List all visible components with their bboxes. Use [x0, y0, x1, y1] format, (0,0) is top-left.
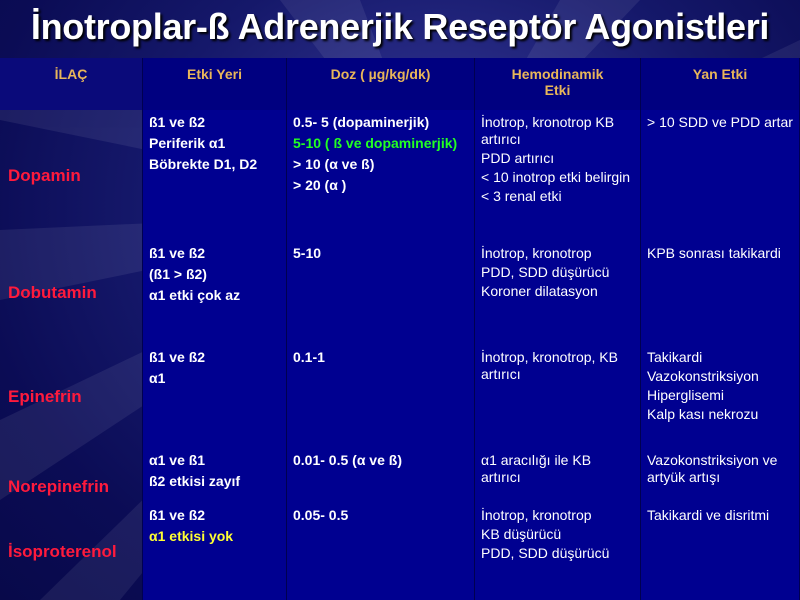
drug-table [0, 58, 800, 600]
header-site: Etki Yeri [143, 58, 287, 110]
hemo-line: KB düşürücü [481, 526, 562, 542]
site-line: ß1 ve ß2 [149, 245, 206, 261]
header-drug: İLAÇ [0, 58, 143, 110]
header-dose: Doz ( µg/kg/dk) [287, 58, 475, 110]
dose-line: 0.01- 0.5 (α ve ß) [293, 452, 402, 468]
site-line: ß1 ve ß2 [149, 349, 206, 365]
dose-cell-dopamin [287, 110, 475, 241]
site-line: (ß1 > ß2) [149, 266, 207, 282]
side-line: Hiperglisemi [647, 387, 725, 403]
hemo-line: PDD artırıcı [481, 150, 555, 166]
drug-name-norepinefrin: Norepinefrin [0, 448, 143, 503]
side-cell-epinefrin [641, 345, 800, 448]
hemo-line: PDD, SDD düşürücü [481, 264, 610, 280]
hemo-line: İnotrop, kronotrop [481, 245, 592, 261]
site-cell-isoproterenol [143, 503, 287, 600]
site-line: α1 etki çok az [149, 287, 241, 303]
dose-line: 0.1-1 [293, 349, 325, 365]
site-cell-dopamin [143, 110, 287, 241]
site-cell-norepinefrin [143, 448, 287, 503]
hemo-line: İnotrop, kronotrop [481, 507, 592, 523]
side-line: Vazokonstriksiyon ve artyük artışı [647, 452, 778, 485]
hemo-line: İnotrop, kronotrop, KB artırıcı [481, 349, 618, 382]
site-line: Periferik α1 [149, 135, 226, 151]
drug-name-dopamin: Dopamin [0, 110, 143, 241]
hemo-line: < 3 renal etki [481, 188, 562, 204]
dose-line: 0.5- 5 (dopaminerjik) [293, 114, 430, 130]
hemo-line: < 10 inotrop etki belirgin [481, 169, 631, 185]
hemo-line: Koroner dilatasyon [481, 283, 598, 299]
header-hemodynamic [475, 58, 641, 110]
side-line: Takikardi [647, 349, 703, 365]
dose-cell-epinefrin [287, 345, 475, 448]
side-cell-dobutamin [641, 241, 800, 345]
site-line: ß2 etkisi zayıf [149, 473, 241, 489]
site-line: ß1 ve ß2 [149, 507, 206, 523]
hemo-line: α1 aracılığı ile KB artırıcı [481, 452, 592, 485]
dose-cell-isoproterenol [287, 503, 475, 600]
header-hemodynamic-text: Hemodinamik Etki [511, 66, 604, 98]
site-line: α1 ve ß1 [149, 452, 206, 468]
side-line: KPB sonrası takikardi [647, 245, 781, 261]
drug-name-isoproterenol: İsoproterenol [0, 503, 143, 600]
dose-cell-norepinefrin [287, 448, 475, 503]
dose-line: > 20 (α ) [293, 177, 347, 193]
hemo-cell-isoproterenol [475, 503, 641, 600]
side-cell-isoproterenol [641, 503, 800, 600]
hemo-cell-dopamin [475, 110, 641, 241]
side-line: Vazokonstriksiyon [647, 368, 759, 384]
drug-name-dobutamin: Dobutamin [0, 241, 143, 345]
site-line: Böbrekte D1, D2 [149, 156, 258, 172]
hemo-line: İnotrop, kronotrop KB artırıcı [481, 114, 615, 147]
site-line: ß1 ve ß2 [149, 114, 206, 130]
slide-title: İnotroplar-ß Adrenerjik Reseptör Agonistleri [30, 6, 770, 47]
side-line: Takikardi ve disritmi [647, 507, 770, 523]
site-cell-epinefrin [143, 345, 287, 448]
site-line-highlight: α1 etkisi yok [149, 528, 234, 544]
dose-line: 0.05- 0.5 [293, 507, 349, 523]
hemo-cell-dobutamin [475, 241, 641, 345]
hemo-line: PDD, SDD düşürücü [481, 545, 610, 561]
site-line: α1 [149, 370, 166, 386]
dose-line: > 10 (α ve ß) [293, 156, 375, 172]
dose-cell-dobutamin [287, 241, 475, 345]
side-line: Kalp kası nekrozu [647, 406, 759, 422]
dose-line: 5-10 [293, 245, 322, 261]
site-cell-dobutamin [143, 241, 287, 345]
side-cell-norepinefrin [641, 448, 800, 503]
hemo-cell-norepinefrin [475, 448, 641, 503]
side-line: > 10 SDD ve PDD artar [647, 114, 793, 130]
side-cell-dopamin [641, 110, 800, 241]
dose-line-highlight: 5-10 ( ß ve dopaminerjik) [293, 135, 458, 151]
drug-name-epinefrin: Epinefrin [0, 345, 143, 448]
header-side-effect: Yan Etki [641, 58, 800, 110]
hemo-cell-epinefrin [475, 345, 641, 448]
